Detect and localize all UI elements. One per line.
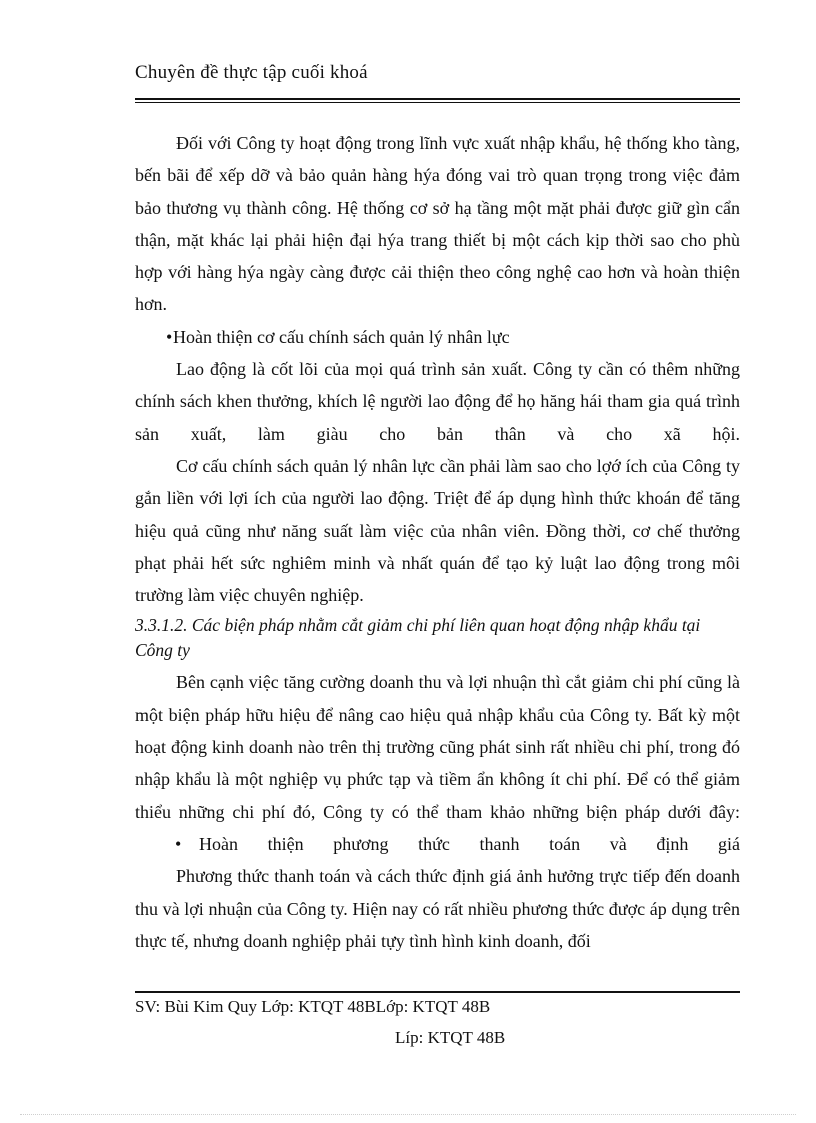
paragraph-labor: Lao động là cốt lõi của mọi quá trình sản xuất. Công ty cần có thêm những chính sách khen thưởng, khích lệ người lao động để họ hăng hái tham gia quá trình sản xuất, làm giàu cho bản thân và cho xã hội. [135, 359, 740, 444]
page-bottom-dotted-border [20, 1114, 796, 1115]
page-header-title: Chuyên đề thực tập cuối khoá [135, 62, 368, 83]
footer-student-info: SV: Bùi Kim Quy Lớp: KTQT 48BLớp: KTQT 48B [135, 997, 491, 1016]
bullet-item-label: Hoàn thiện phương thức thanh toán và định giá [199, 833, 740, 854]
bullet-dot-icon: • [166, 326, 173, 347]
paragraph-cost-reduction: Bên cạnh việc tăng cường doanh thu và lợi nhuận thì cắt giảm chi phí cũng là một biện pháp hữu hiệu để nâng cao hiệu quả nhập khẩu của Công ty. Bất kỳ một hoạt động kinh doanh nào trên thị trường cũng phát sinh rất nhiều chi phí, trong đó nhập khẩu là một nghiệp vụ phức tạp và tiềm ẩn không ít chi phí. Để có thể giảm thiểu những chi phí đó, Công ty có thể tham khảo những biện pháp dưới đây: [135, 672, 740, 822]
paragraph-warehouse: Đối với Công ty hoạt động trong lĩnh vực xuất nhập khẩu, hệ thống kho tàng, bến bãi để xếp dỡ và bảo quản hàng hýa đóng vai trò quan trọng trong việc đảm bảo thương vụ thành công. Hệ thống cơ sở hạ tầng một mặt phải được giữ gìn cẩn thận, mặt khác lại phải hiện đại hýa trang thiết bị một cách kịp thời sao cho phù hợp với hàng hýa ngày càng được cải thiện theo công nghệ cao hơn và hoàn thiện hơn. [135, 133, 740, 315]
section-heading: 3.3.1.2. Các biện pháp nhằm cắt giảm chi phí liên quan hoạt động nhập khẩu tại Công ty [135, 615, 701, 661]
bullet-dot-icon: • [175, 833, 182, 854]
bullet-item-payment-method [135, 828, 740, 860]
footer-rule [135, 991, 740, 993]
header-rule-thin [135, 102, 740, 103]
document-body [135, 127, 740, 957]
header-rule-thick [135, 98, 740, 100]
bullet-item-hr-policy [135, 321, 740, 353]
paragraph-payment: Phương thức thanh toán và cách thức định giá ảnh hưởng trực tiếp đến doanh thu và lợi nhuận của Công ty. Hiện nay có rất nhiều phương thức được áp dụng trên thực tế, nhưng doanh nghiệp phải tựy tình hình kinh doanh, đối [135, 866, 740, 951]
paragraph-hr-structure: Cơ cấu chính sách quản lý nhân lực cần phải làm sao cho lợớ ích của Công ty gắn liền với lợi ích của người lao động. Triệt để áp dụng hình thức khoán để tăng hiệu quả cũng như năng suất làm việc của nhân viên. Đồng thời, cơ chế thưởng phạt phải hết sức nghiêm minh và nhất quán để tạo kỷ luật lao động trong môi trường làm việc chuyên nghiệp. [135, 455, 740, 606]
bullet-item-label: Hoàn thiện cơ cấu chính sách quản lý nhân lực [173, 326, 510, 347]
footer-class-info: Líp: KTQT 48B [395, 1028, 506, 1047]
